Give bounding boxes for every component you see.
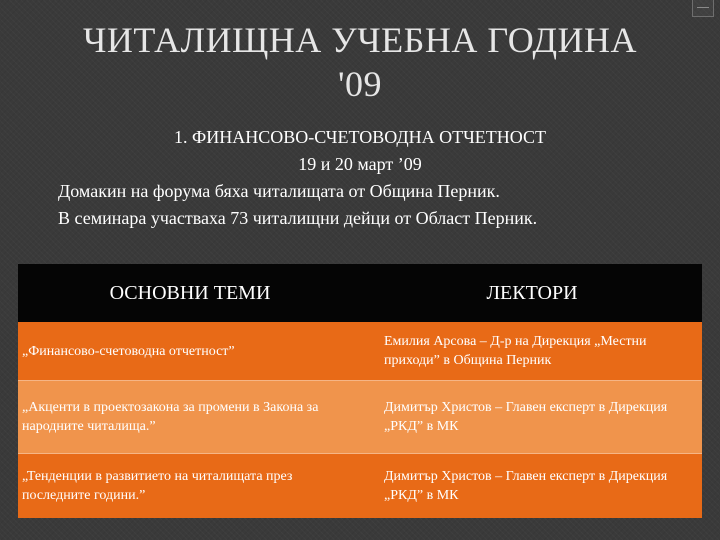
slide-title-line-2: '09 — [338, 64, 382, 104]
table-header-row — [18, 264, 702, 322]
event-info — [0, 124, 720, 232]
topic-cell: „Акценти в проектозакона за промени в Закона за народните читалища.” — [18, 381, 362, 454]
topic-cell: „Финансово-счетоводна отчетност” — [18, 322, 362, 381]
lecturer-cell: Димитър Христов – Главен експерт в Дирекция „РКД” в МК — [362, 381, 702, 454]
topic-cell: „Тенденции в развитието на читалищата през последните години.” — [18, 454, 362, 519]
section-heading: 1. ФИНАНСОВО-СЧЕТОВОДНА ОТЧЕТНОСТ — [173, 127, 546, 147]
table-row — [18, 381, 702, 454]
slide-title-line-1: ЧИТАЛИЩНА УЧЕБНА ГОДИНА — [82, 20, 638, 60]
slide-title — [0, 18, 720, 106]
header-lecturers: ЛЕКТОРИ — [362, 264, 702, 322]
lecturer-cell: Димитър Христов – Главен експерт в Дирекция „РКД” в МК — [362, 454, 702, 519]
event-dates: 19 и 20 март ’09 — [298, 154, 422, 174]
lecturer-cell: Емилия Арсова – Д-р на Дирекция „Местни приходи” в Община Перник — [362, 322, 702, 381]
host-text: Домакин на форума бяха читалищата от Община Перник. — [58, 181, 500, 201]
participants-text: В семинара участваха 73 читалищни дейци от Област Перник. — [58, 208, 538, 228]
table-row — [18, 454, 702, 519]
window-corner-tab — [692, 0, 714, 17]
topics-table — [18, 264, 702, 518]
table-row — [18, 322, 702, 381]
header-topics: ОСНОВНИ ТЕМИ — [18, 264, 362, 322]
